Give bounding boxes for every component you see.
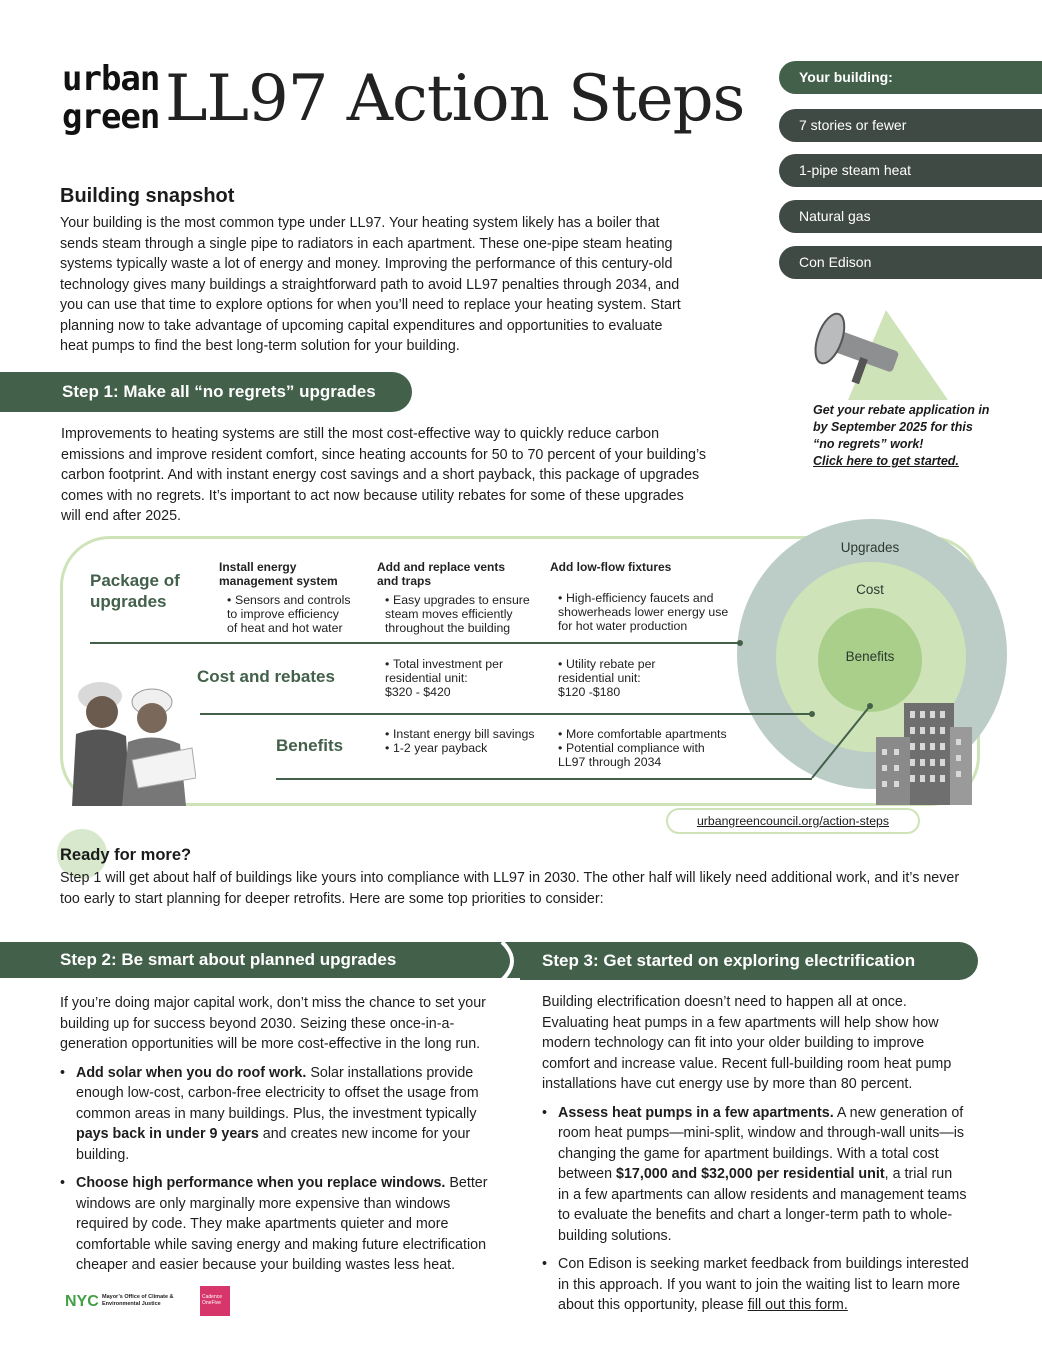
cost-rebates-label: Cost and rebates bbox=[197, 667, 335, 686]
divider-cost bbox=[200, 713, 812, 715]
cost-total-investment: • Total investment per residential unit: $320 - $420 bbox=[385, 657, 545, 699]
step3-bullet-heatpumps: • Assess heat pumps in a few apartments. A new generation of room heat pumps—mini-split, window and through-wall units—is changing the game for apartment buildings. With a total cost between $17,000 and $32,000 per residential unit, a trial run in a few apartments can allow residents and management teams to evaluate the benefits and chart a longer-term path to whole- building solutions. bbox=[542, 1103, 992, 1247]
step3-bullet-conedison: • Con Edison is seeking market feedback from buildings interested in this approach. If you want to join the waiting list to learn more about this opportunity, please fill out this form. bbox=[542, 1254, 992, 1316]
divider-dot-1 bbox=[737, 640, 743, 646]
cost-utility-rebate: • Utility rebate per residential unit: $120 -$180 bbox=[558, 657, 718, 699]
step2-bullet-windows: • Choose high performance when you replace windows. Better windows are only marginally more expensive than windows required by code. They make apartments quieter and more comfortable while saving energy and making future electrification cheaper and easier because your building wastes less heat. bbox=[60, 1173, 510, 1276]
logo-line-2: green bbox=[62, 97, 160, 137]
step2-banner: Step 2: Be smart about planned upgrades bbox=[0, 942, 520, 978]
get-started-link[interactable]: Click here to get started. bbox=[813, 454, 959, 468]
building-attr-utility: Con Edison bbox=[779, 246, 1042, 279]
circle-label-upgrades: Upgrades bbox=[840, 540, 900, 555]
nyc-climate-logo: NYC Mayor’s Office of Climate & Environmental Justice bbox=[65, 1293, 174, 1310]
divider-benefits bbox=[276, 778, 812, 780]
megaphone-icon bbox=[808, 308, 958, 408]
ready-heading: Ready for more? bbox=[60, 846, 192, 864]
connector-line bbox=[808, 702, 874, 782]
rebate-promo: Get your rebate application in by September 2025 for this “no regrets” work! Click here to get started. bbox=[813, 402, 1003, 470]
page-title: LL97 Action Steps bbox=[165, 62, 745, 136]
building-attr-fuel: Natural gas bbox=[779, 200, 1042, 233]
step2-content: If you’re doing major capital work, don’t miss the chance to set your building up for success beyond 2030. Seizing these once-in-a- generation opportunities will be more cost-effective in the long run. • Add solar when you do roof work. Solar installations provide enough low-cost, carbon-free electricity to offset the usage from common areas in many buildings. Plus, the investment typically pays back in under 9 years and creates new income for your building. • Choose high performance when you replace windows. Better windows are only marginally more expensive than windows required by code. They make apartments quieter and more comfortable while saving energy and making future electrification cheaper and easier because your building wastes less heat. bbox=[60, 993, 510, 1276]
benefits-label: Benefits bbox=[276, 736, 344, 755]
column-ems: Install energy management system • Sensors and controls to improve efficiency of heat and hot water bbox=[219, 560, 369, 635]
column-vents: Add and replace vents and traps • Easy upgrades to ensure steam moves efficiently throughout the building bbox=[377, 560, 542, 635]
circle-label-cost: Cost bbox=[856, 582, 884, 597]
step2-bullet-solar: • Add solar when you do roof work. Solar installations provide enough low-cost, carbon-free electricity to offset the usage from common areas in many buildings. Plus, the investment typically pays back in under 9 years and creates new income for your building. bbox=[60, 1063, 510, 1166]
building-attr-heat: 1-pipe steam heat bbox=[779, 154, 1042, 187]
step1-text: Improvements to heating systems are still the most cost-effective way to quickly reduce carbon emissions and improve resident comfort, since heating accounts for 50 to 70 percent of your building’s carbon footprint. And with instant energy cost savings and a short payback, this package of upgrades comes with no regrets. It’s important to act now because utility rebates for some of these upgrades will end after 2025. bbox=[61, 426, 707, 524]
your-building-heading: Your building: bbox=[779, 61, 1042, 94]
action-steps-link[interactable]: urbangreencouncil.org/action-steps bbox=[666, 808, 920, 834]
benefits-col-1: • Instant energy bill savings • 1-2 year payback bbox=[385, 727, 550, 755]
step3-banner: Step 3: Get started on exploring electrification bbox=[520, 942, 978, 980]
fill-out-form-link[interactable]: fill out this form. bbox=[747, 1297, 848, 1313]
snapshot-heading: Building snapshot bbox=[60, 185, 235, 207]
package-label: Package of upgrades bbox=[90, 571, 180, 611]
logo-line-1: urban bbox=[62, 59, 160, 99]
benefits-col-2: • More comfortable apartments • Potential compliance with LL97 through 2034 bbox=[558, 727, 733, 769]
ready-text: Step 1 will get about half of buildings like yours into compliance with LL97 in 2030. The other half will likely need additional work, and it’s never too early to start planning for deeper retrofits. Here are some top priorities to consider: bbox=[60, 870, 960, 907]
column-fixtures: Add low-flow fixtures • High-efficiency faucets and showerheads lower energy use for hot water production bbox=[550, 560, 740, 633]
building-illustration bbox=[876, 697, 976, 805]
cadence-onefive-logo: Cadence OneFive bbox=[200, 1286, 230, 1316]
urban-green-logo bbox=[62, 59, 160, 140]
circle-label-benefits: Benefits bbox=[845, 649, 895, 664]
workers-illustration bbox=[62, 668, 196, 806]
divider-package bbox=[90, 642, 740, 644]
step1-banner: Step 1: Make all “no regrets” upgrades bbox=[0, 372, 412, 412]
building-attr-stories: 7 stories or fewer bbox=[779, 109, 1042, 142]
snapshot-text: Your building is the most common type under LL97. Your heating system likely has a boiler that sends steam through a single pipe to radiators in each apartment. These one-pipe steam heating systems typically waste a lot of energy and money. Improving the performance of this century-old technology gives many buildings a straightforward path to avoid LL97 penalties through 2034, and you can use that time to explore options for when you’ll need to replace your heating system. Start planning now to take advantage of upcoming capital expenditures and opportunities to evaluate heat pumps to find the best long-term solution for your building. bbox=[60, 215, 681, 354]
step3-content: Building electrification doesn’t need to happen all at once. Evaluating heat pumps in a few apartments will help show how modern technology can fit into your older building to improve comfort and increase value. Recent full-building room heat pump installations have cut energy use by more than 80 percent. • Assess heat pumps in a few apartments. A new generation of room heat pumps—mini-split, window and through-wall units—is changing the game for apartment buildings. With a total cost between $17,000 and $32,000 per residential unit, a trial run in a few apartments can allow residents and management teams to evaluate the benefits and chart a longer-term path to whole- building solutions. • Con Edison is seeking market feedback from buildings interested in this approach. If you want to join the waiting list to learn more about this opportunity, please fill out this form. bbox=[542, 992, 992, 1316]
